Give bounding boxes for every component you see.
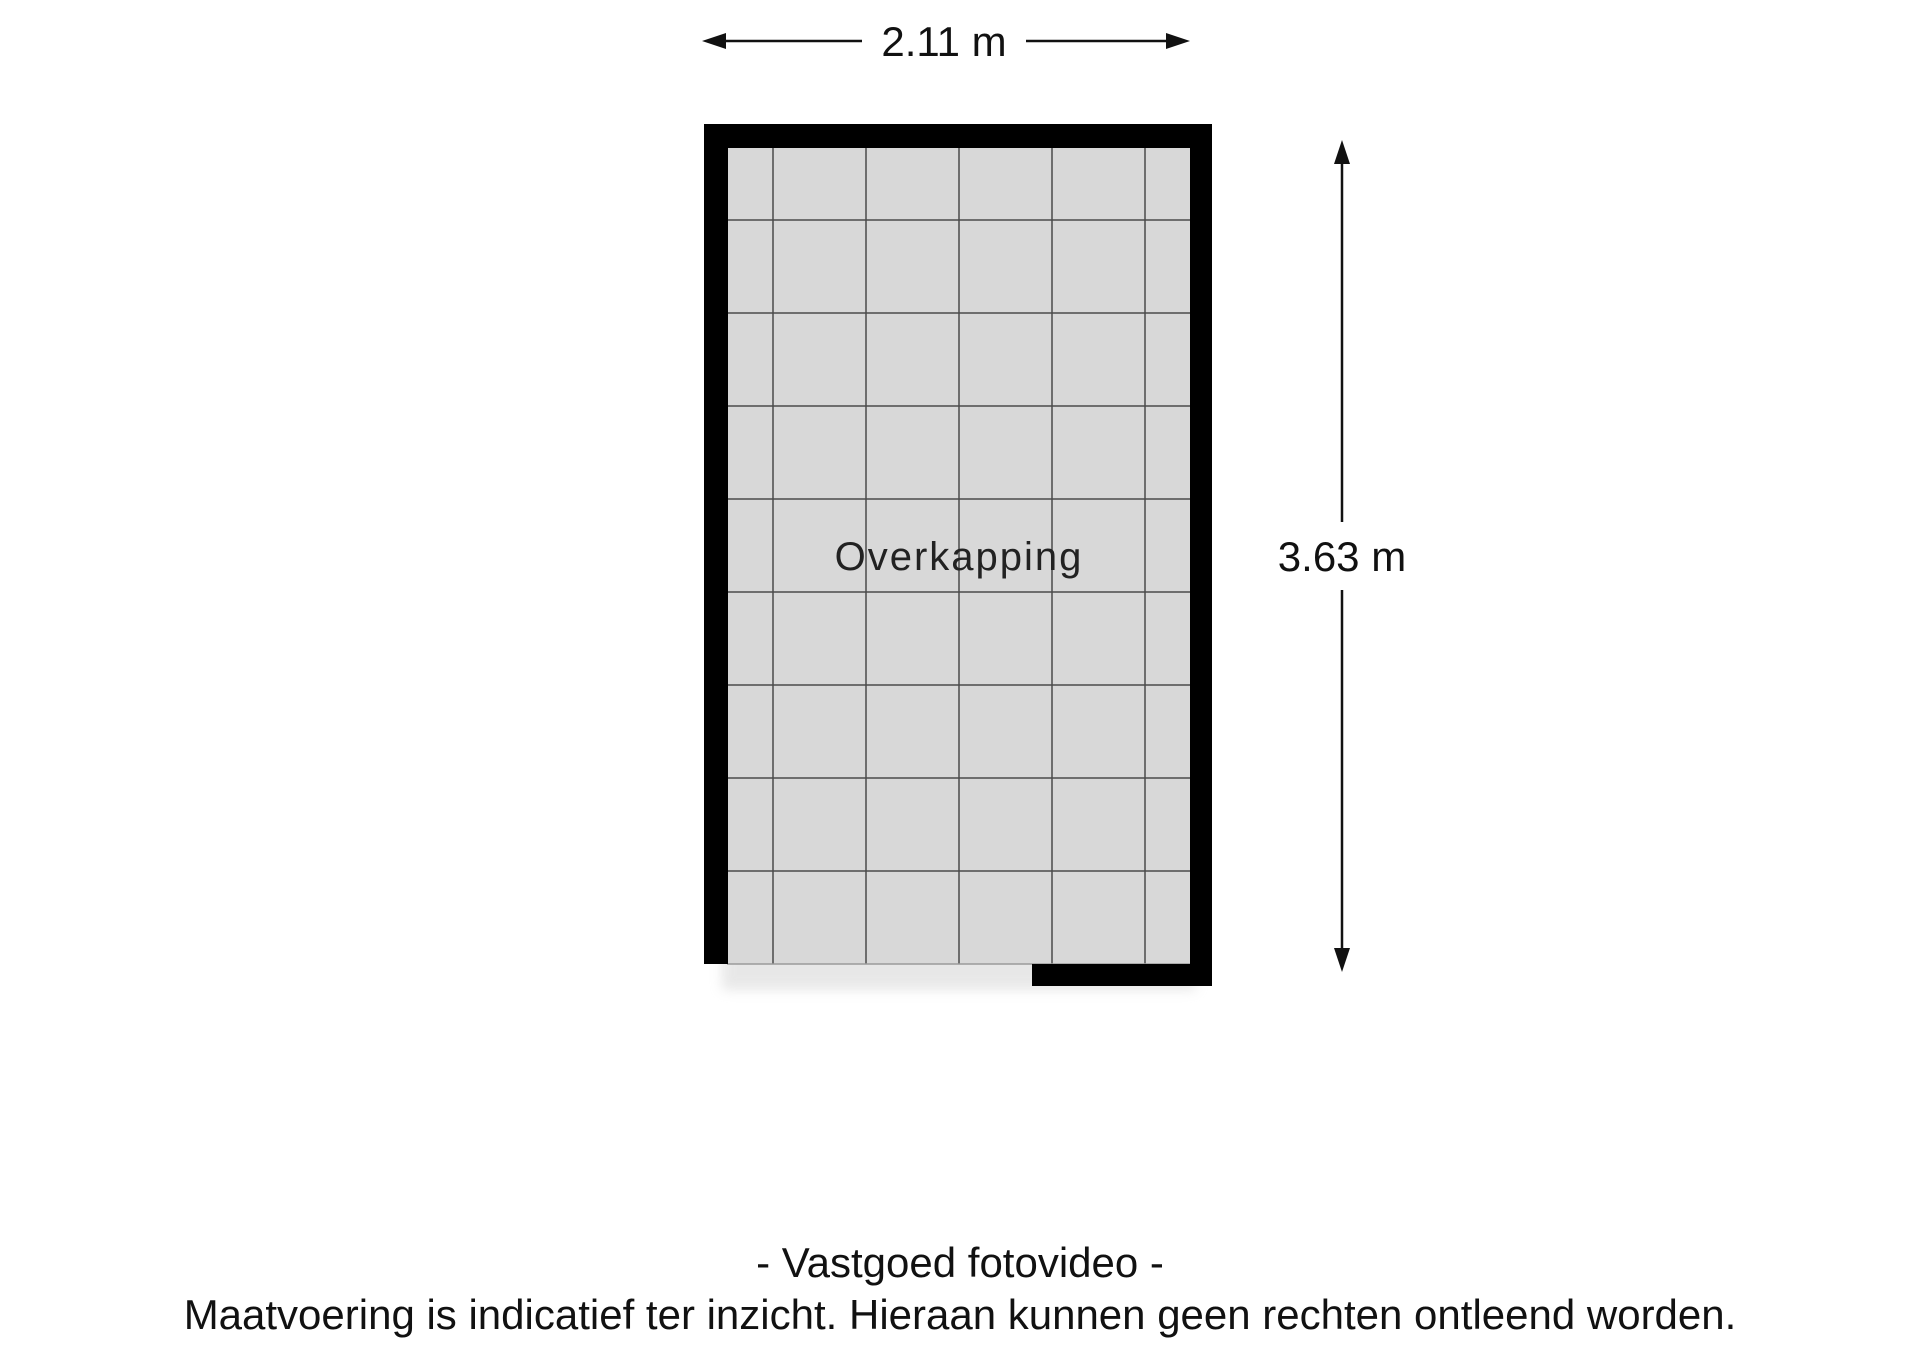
footer-disclaimer: Maatvoering is indicatief ter inzicht. Hieraan kunnen geen rechten ontleend worden.: [183, 1291, 1737, 1338]
arrow-up-icon: [1334, 140, 1350, 164]
room-label: Overkapping: [834, 535, 1084, 579]
arrow-left-icon: [702, 33, 726, 49]
wall-right: [1190, 124, 1212, 986]
wall-top: [704, 124, 1212, 148]
wall-bottom-right: [1032, 964, 1212, 986]
arrow-right-icon: [1166, 33, 1190, 49]
arrow-down-icon: [1334, 948, 1350, 972]
wall-left: [704, 124, 728, 964]
width-dimension: [702, 18, 1190, 65]
room-overkapping: [704, 124, 1212, 990]
height-dimension: [1278, 140, 1406, 972]
width-label: 2.11 m: [881, 18, 1007, 65]
footer-credit: - Vastgoed fotovideo -: [756, 1239, 1164, 1286]
height-label: 3.63 m: [1277, 533, 1407, 580]
